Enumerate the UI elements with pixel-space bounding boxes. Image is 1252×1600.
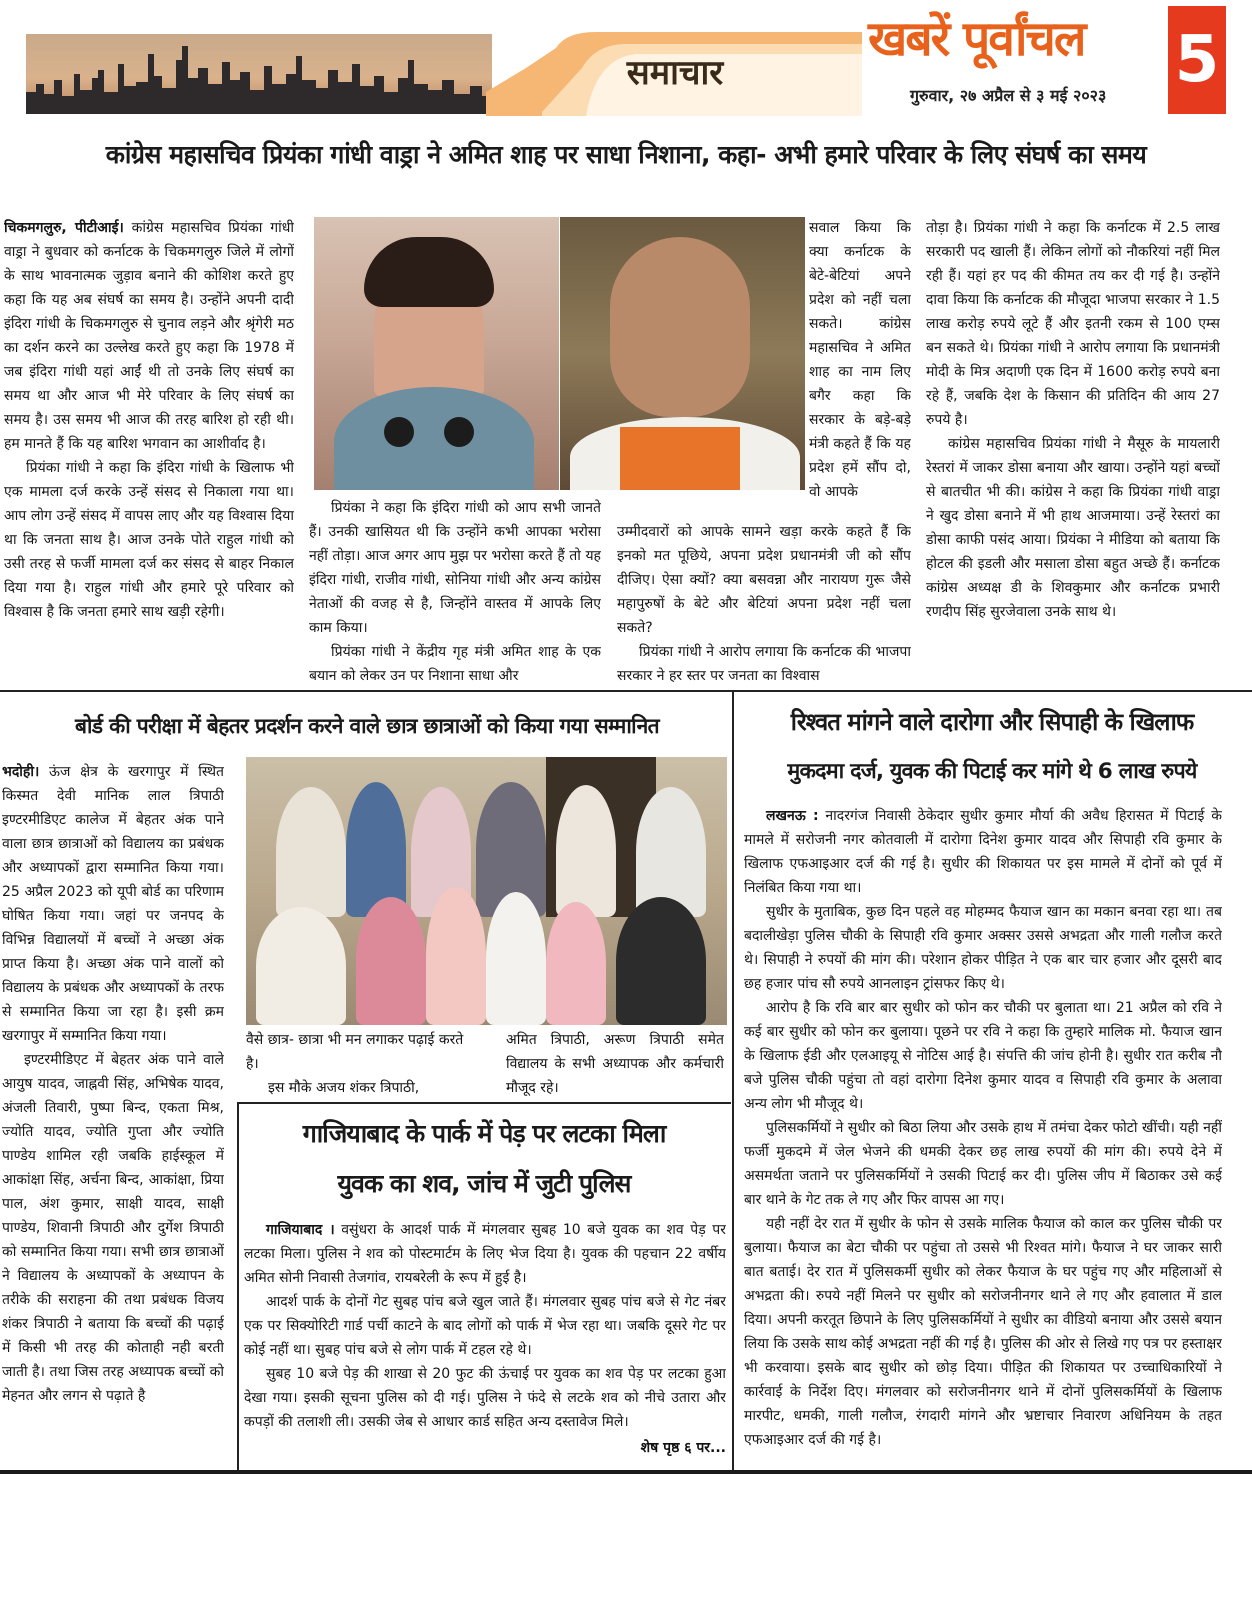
teacher-figure — [276, 787, 346, 917]
student-figure — [486, 892, 546, 1025]
skyline-banner — [26, 34, 492, 114]
microphone-icon — [384, 417, 414, 447]
story4-para2: आदर्श पार्क के दोनों गेट सुबह पांच बजे खुल जाते हैं। मंगलवार सुबह पांच बजे से गेट नंबर एक पर सिक्योरिटी गार्ड पर्ची काटने के बाद लोगों को पार्क में भेज रहा था। जबकि दूसरे गेट पर कोई नहीं था। सुबह पांच बजे से लोग पार्क में टहल रहे थे। — [244, 1294, 726, 1358]
story2-caption-right-text: अमित त्रिपाठी, अरूण त्रिपाठी समेत विद्यालय के सभी अध्यापक और कर्मचारी मौजूद रहे। — [506, 1032, 724, 1096]
story1-col2-para1: प्रियंका ने कहा कि इंदिरा गांधी को आप सभी जानते हैं। उनकी खासियत थी कि उन्होंने कभी आपका भरोसा नहीं तोड़ा। आज अगर आप मुझ पर भरोसा करते हैं तो यह इंदिरा गांधी, राजीव गांधी, सोनिया गांधी और अन्य कांग्रेस नेताओं की वजह से है, जिन्होंने वास्तव में आपके लिए काम किया। — [309, 500, 601, 636]
column-divider — [732, 692, 734, 1472]
story1-col2 — [309, 496, 601, 686]
page-number: 5 — [1174, 23, 1220, 97]
story2-caption-right — [506, 1028, 724, 1100]
city-skyline-icon — [26, 34, 492, 114]
story3-headline-line1: रिश्वत मांगने वाले दारोगा और सिपाही के खिलाफ — [790, 708, 1194, 736]
story1-col3-narrow-text: सवाल किया कि क्या कर्नाटक के बेटे-बेटियां अपने प्रदेश को नहीं चला सकते। कांग्रेस महासचिव ने अमित शाह का नाम लिए बगैर कहा कि सरकार के बड़े-बड़े मंत्री कहते हैं कि यह प्रदेश हमें सौंप दो, वो आपके — [809, 220, 911, 500]
story3-body — [744, 804, 1222, 1460]
student-figure — [426, 887, 486, 1025]
story4-headline-line1: गाजियाबाद के पार्क में पेड़ पर लटका मिला — [302, 1119, 666, 1148]
student-figure — [256, 907, 346, 1025]
saffron-scarf-shape — [620, 427, 740, 490]
story4-body — [244, 1218, 726, 1434]
story3-headline-line2: मुकदमा दर्ज, युवक की पिटाई कर मांगे थे 6 लाख रुपये — [787, 759, 1197, 784]
masthead — [0, 0, 1252, 118]
story1-col1 — [4, 216, 294, 686]
story3-para1: नादरगंज निवासी ठेकेदार सुधीर कुमार मौर्या की अवैध हिरासत में पिटाई के मामले में सरोजनी नगर कोतवाली में दारोगा दिनेश कुमार यादव और सिपाही रवि कुमार के खिलाफ एफआइआर दर्ज की गई है। सुधीर की शिकायत पर इस मामले में दोनों को पूर्व में निलंबित किया गया था। — [744, 808, 1222, 896]
story2-caption-left-1: वैसे छात्र- छात्रा भी मन लगाकर पढ़ाई करते है। — [246, 1032, 464, 1072]
story1-col1-para1: कांग्रेस महासचिव प्रियंका गांधी वाड्रा ने बुधवार को कर्नाटक के चिकमगलुरु जिले में लोगों के साथ भावनात्मक जुड़ाव बनाने की कोशिश करते हुए कहा कि यह अब संघर्ष का समय है। उन्होंने अपनी दादी इंदिरा गांधी के चिकमगलुरु से चुनाव लड़ने और श्रृंगेरी मठ का दर्शन करने का उल्लेख करते हुए कहा कि 1978 में जब इंदिरा गांधी यहां आईं थी तो उनके लिए संघर्ष का समय था और आज भी मेरे परिवार के लिए संघर्ष का समय है। उस समय भी आज की तरह बारिश हो रही थी। हम मानते हैं कि यह बारिश भगवान का आशीर्वाद है। — [4, 220, 294, 452]
person-hair-shape — [364, 237, 494, 307]
story1-col3-wide-para1: उम्मीदवारों को आपके सामने खड़ा करके कहते हैं कि इनको मत पूछिये, अपना प्रदेश प्रधानमंत्री जी को सौंप दीजिए। ऐसा क्यों? क्या बसवन्ना और नारायण गुरू जैसे महापुरुषों के बेटे और बेटियां अपना प्रदेश नहीं चला सकते? — [617, 524, 911, 636]
story3-para2: सुधीर के मुताबिक, कुछ दिन पहले वह मोहम्मद फैयाज खान का मकान बनवा रहा था। तब बदालीखेड़ा पुलिस चौकी के सिपाही रवि कुमार अक्सर उससे अभद्रता और गाली गलौज करते थे। सिपाही ने रुपयों की मांग की। परेशान होकर पीड़ित ने एक बार चार हजार और दूसरी बाद छह हजार पांच सौ रुपये आनलाइन ट्रांसफर किए थे। — [744, 904, 1222, 992]
story1-headline: कांग्रेस महासचिव प्रियंका गांधी वाड्रा ने अमित शाह पर साधा निशाना, कहा- अभी हमारे परिवार के लिए संघर्ष का समय — [105, 140, 1147, 169]
issue-date: गुरुवार, २७ अप्रैल से ३ मई २०२३ — [910, 86, 1107, 105]
story1-col3-wide — [617, 520, 911, 686]
story1-col1-para2: प्रियंका गांधी ने कहा कि इंदिरा गांधी के खिलाफ भी एक मामला दर्ज करके उन्हें संसद से निकाला गया था। आप लोग उन्हें संसद में वापस लाए और यह विश्वास दिया था कि जनता साथ है। आज उनके पोते राहुल गांधी को उसी तरह से फर्जी मामला दर्ज कर संसद से बाहर निकाल दिया गया है। राहुल गांधी और हमारे पूरे परिवार को विश्वास है कि जनता हमारे साथ खड़ी रहेगी। — [4, 460, 294, 620]
section-label: समाचार — [626, 53, 724, 93]
story3-dateline: लखनऊ : — [766, 808, 819, 824]
brand-logo: खबरें पूर्वांचल — [868, 11, 1085, 67]
story1-col2-para2: प्रियंका गांधी ने केंद्रीय गृह मंत्री अमित शाह के एक बयान को लेकर उन पर निशाना साधा और — [309, 644, 601, 684]
story1-col4 — [926, 216, 1220, 686]
story2-col1-para2: इण्टरमीडिएट में बेहतर अंक पाने वाले आयुष यादव, जाह्नवी सिंह, अभिषेक यादव, अंजली तिवारी, पुष्पा बिन्द, एकता मिश्र, ज्योति यादव, ज्योति गुप्ता और ज्योति पाण्डेय शामिल रही जबकि हाईस्कूल में आकांक्षा सिंह, अर्चना बिन्द, आकांक्षा, प्रिया पाल, अंश कुमार, साक्षी यादव, साक्षी पाण्डेय, शिवानी त्रिपाठी और दुर्गेश त्रिपाठी को सम्मानित किया गया। सभी छात्र छात्राओं ने विद्यालय के अध्यापकों के अध्यापन के तरीके की सराहना की तथा प्रबंधक विजय शंकर त्रिपाठी ने बताया कि बच्चों की पढ़ाई में किसी भी तरह की कोताही नही बरती जाती है। तथा जिस तरह अध्यापक बच्चों को मेहनत और लगन से पढ़ाते है — [2, 1052, 224, 1404]
students-group-photo — [246, 757, 727, 1025]
story1-col3-wide-para2: प्रियंका गांधी ने आरोप लगाया कि कर्नाटक की भाजपा सरकार ने हर स्तर पर जनता का विश्वास — [617, 644, 911, 684]
story2-headline: बोर्ड की परीक्षा में बेहतर प्रदर्शन करने वाले छात्र छात्राओं को किया गया सम्मानित — [74, 714, 660, 738]
story2-col1 — [2, 760, 224, 1468]
story2-caption-left — [246, 1028, 472, 1100]
priyanka-gandhi-photo — [314, 217, 559, 490]
story4-dateline: गाजियाबाद । — [266, 1222, 335, 1238]
story3-para4: पुलिसकर्मियों ने सुधीर को बिठा लिया और उसके हाथ में तमंचा देकर फोटो खींची। यही नहीं फर्जी मुकदमे में जेल भेजने की धमकी देकर छह लाख रुपयों की मांग की। रुपये देने में असमर्थता जताने पर पुलिसकर्मियों ने उसकी पिटाई कर दी। पुलिस जीप में बिठाकर उसे कई बार थाने के गेट तक ले गए और फिर वापस आ गए। — [744, 1120, 1222, 1208]
teacher-figure — [556, 785, 616, 917]
story4-continued: शेष पृष्ठ ६ पर... — [640, 1440, 726, 1456]
story1-col4-para2: कांग्रेस महासचिव प्रियंका गांधी ने मैसूरु के मायलारी रेस्तरां में जाकर डोसा बनाया और खाया। उन्होंने यहां बच्चों से बातचीत भी की। कांग्रेस ने कहा कि प्रियंका गांधी वाड्रा ने खुद डोसा बनाने में भी हाथ आजमाया। उन्हें रेस्तरां का डोसा काफी पसंद आया। प्रियंका ने मीडिया को बताया कि होटल की इडली और मसाला डोसा बहुत अच्छे हैं। कर्नाटक कांग्रेस अध्यक्ष डी के शिवकुमार और कर्नाटक प्रभारी रणदीप सिंह सुरजेवाला उनके साथ थे। — [926, 436, 1220, 620]
story2-caption-left-2: इस मौके अजय शंकर त्रिपाठी, — [268, 1080, 420, 1096]
section-divider — [0, 690, 1252, 692]
story2-dateline: भदोही। — [2, 764, 40, 780]
story3-para3: आरोप है कि रवि बार बार सुधीर को फोन कर चौकी पर बुलाता था। 21 अप्रैल को रवि ने कई बार सुधीर को फोन कर बुलाया। पूछने पर रवि ने कहा कि तुम्हारे मालिक मो. फैयाज खान के खिलाफ ईडी और एलआइयू से नोटिस आई है। संपत्ति की जांच होनी है। सुधीर रात करीब नौ बजे पुलिस चौकी पहुंचा तो वहां दारोगा दिनेश कुमार यादव व सिपाही रवि कुमार के अलावा अन्य लोग भी मौजूद थे। — [744, 1000, 1222, 1112]
person-body-shape — [334, 387, 534, 490]
teacher-figure — [346, 782, 406, 917]
story1-dateline: चिकमगलुरु, पीटीआई। — [4, 220, 124, 236]
amit-shah-photo — [560, 217, 805, 490]
story4-headline-line2: युवक का शव, जांच में जुटी पुलिस — [337, 1169, 631, 1198]
student-figure — [356, 897, 426, 1025]
story4-para3: सुबह 10 बजे पेड़ की शाखा से 20 फुट की ऊंचाई पर युवक का शव पेड़ पर लटका हुआ देखा गया। इसकी सूचना पुलिस को दी गई। पुलिस ने फंदे से लटके शव को नीचे उतारा और कपड़ों की तलाशी ली। उसकी जेब से आधार कार्ड सहित अन्य दस्तावेज मिले। — [244, 1366, 726, 1430]
story1-col4-para1: तोड़ा है। प्रियंका गांधी ने कहा कि कर्नाटक में 2.5 लाख सरकारी पद खाली हैं। लेकिन लोगों को नौकरियां नहीं मिल रही हैं। यहां हर पद की कीमत तय कर दी गई है। उन्होंने दावा किया कि कर्नाटक की मौजूदा भाजपा सरकार ने 1.5 लाख करोड़ रुपये लूटे हैं और इतनी रकम से 100 एम्स बन सकते थे। प्रियंका गांधी ने आरोप लगाया कि प्रधानमंत्री मोदी के मित्र अदाणी एक दिन में 1600 करोड़ रुपये बना रहे हैं, जबकि देश के किसान की प्रतिदिन की आय 27 रुपये है। — [926, 220, 1220, 428]
story4-para1: वसुंधरा के आदर्श पार्क में मंगलवार सुबह 10 बजे युवक का शव पेड़ पर लटका मिला। पुलिस ने शव को पोस्टमार्टम के लिए भेज दिया है। युवक की पहचान 22 वर्षीय अमित सोनी निवासी तेजगांव, रायबरेली के रूप में हुई है। — [244, 1222, 726, 1286]
page-number-box — [1168, 6, 1226, 114]
microphone-icon-2 — [444, 417, 474, 447]
page-bottom-rule — [0, 1470, 1252, 1474]
story1-col3-narrow — [809, 216, 911, 516]
person-head-shape — [610, 237, 750, 417]
story2-col1-para1: ऊंज क्षेत्र के खरगापुर में स्थित किस्मत देवी मानिक लाल त्रिपाठी इण्टरमीडिएट कालेज में बेहतर अंक पाने वाला छात्र छात्राओं को विद्यालय का प्रबंधक और अध्यापकों द्वारा सम्मानित किया गया। 25 अप्रैल 2023 को यूपी बोर्ड का परिणाम घोषित किया गया। जहां पर जनपद के विभिन्न विद्यालयों में बच्चों ने अच्छा अंक प्राप्त किया है। अच्छा अंक पाने वालों को विद्यालय के प्रबंधक और अध्यापकों के तरफ से सम्मानित किया जा रहा है। इसी क्रम खरगापुर में सम्मानित किया गया। — [2, 764, 224, 1044]
teacher-figure — [636, 787, 706, 917]
student-figure — [546, 902, 606, 1025]
story3-para5: यही नहीं देर रात में सुधीर के फोन से उसके मालिक फैयाज को काल कर पुलिस चौकी पर बुलाया। फैयाज का बेटा चौकी पर पहुंचा तो उससे भी रिश्वत मांगे। फैयाज ने घर जाकर सारी बात बताई। देर रात में पुलिसकर्मी सुधीर को लेकर फैयाज के घर पहुंच गए और महिलाओं से अभद्रता की। रुपये नहीं मिलने पर सुधीर को सरोजनीनगर थाने ले गए और हवालात में डाल दिया। अपनी करतूत छिपाने के लिए पुलिसकर्मियों ने सुधीर का वीडियो बनाया और उससे बयान लिया कि उसके साथ कोई अभद्रता नहीं की गई है। पुलिस की ओर से लिखे गए पत्र पर हस्ताक्षर भी करवाया। इसके बाद सुधीर को छोड़ दिया। पीड़ित की शिकायत पर उच्चाधिकारियों ने कार्रवाई के निर्देश दिए। मंगलवार को सरोजनीनगर थाने में दोनों पुलिसकर्मियों के खिलाफ मारपीट, धमकी, गाली गलौज, रंगदारी मांगने और भ्रष्टाचार निवारण अधिनियम के तहत एफआइआर दर्ज की गई है। — [744, 1216, 1222, 1448]
student-figure — [616, 897, 706, 1025]
